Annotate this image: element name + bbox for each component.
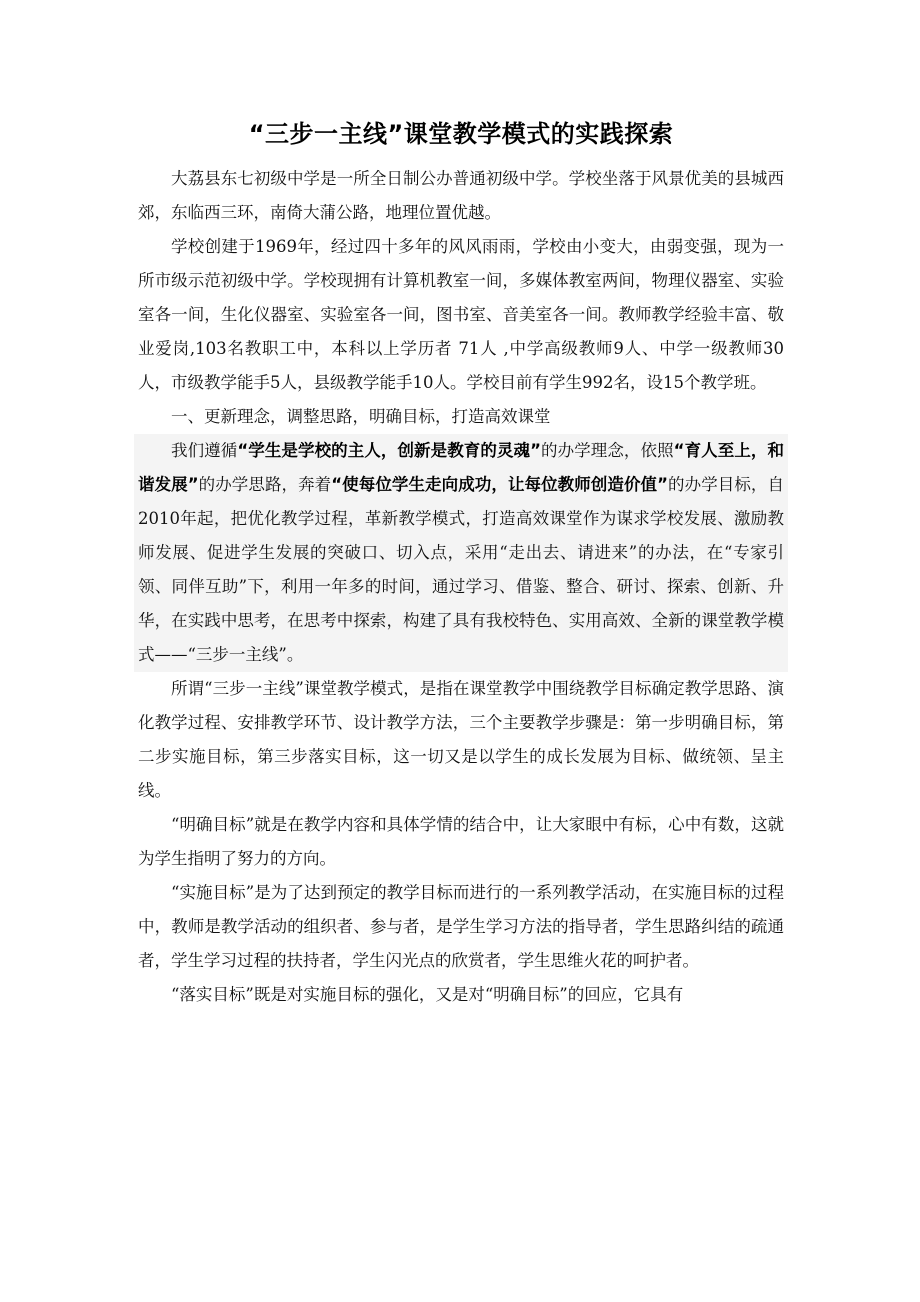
text-run: 的办学思路，奔着	[198, 475, 332, 494]
paragraph-school-history: 学校创建于1969年，经过四十多年的风风雨雨，学校由小变大，由弱变强，现为一所市级示范初级中学。学校现拥有计算机教室一间，多媒体教室两间，物理仪器室、实验室各一间，生化仪器室、实验室各一间，图书室、音美室各一间。教师教学经验丰富、敬业爱岗,103名教职工中，本科以上学历者 71人 ,中学高级教师9人、中学一级教师30人，市级教学能手5人，县级教学能手10人。学校目前有学生992名，设15个教学班。	[138, 237, 784, 392]
bold-run-school-goal: “使每位学生走向成功，让每位教师创造价值”	[331, 475, 668, 494]
bold-run-school-approach: “育人至上，和谐发展”	[138, 441, 784, 494]
section-heading-1: 一、更新理念，调整思路，明确目标，打造高效课堂	[171, 407, 551, 426]
text-run: 我们遵循	[171, 441, 238, 460]
text-run: 的办学目标，自2010年起，把优化教学过程，革新教学模式，打造高效课堂作为谋求学校发展、激励教师发展、促进学生发展的突破口、切入点，采用“走出去、请进来”的办法，在“专家引领、同伴互助”下，利用一年多的时间，通过学习、借鉴、整合、研讨、探索、创新、升华，在实践中思考，在思考中探索，构建了具有我校特色、实用高效、全新的课堂教学模式——“三步一主线”。	[138, 475, 784, 664]
paragraph-implement-goal: “实施目标”是为了达到预定的教学目标而进行的一系列教学活动，在实施目标的过程中，教师是教学活动的组织者、参与者，是学生学习方法的指导者，学生思路纠结的疏通者，学生学习过程的扶持者，学生闪光点的欣赏者，学生思维火花的呵护者。	[138, 883, 784, 970]
paragraph-model-definition: 所谓“三步一主线”课堂教学模式，是指在课堂教学中围绕教学目标确定教学思路、演化教学过程、安排教学环节、设计教学方法，三个主要教学步骤是：第一步明确目标，第二步实施目标，第三步落实目标，这一切又是以学生的成长发展为目标、做统领、呈主线。	[138, 679, 784, 800]
paragraph-clarify-goal: “明确目标”就是在教学内容和具体学情的结合中，让大家眼中有标，心中有数，这就为学生指明了努力的方向。	[138, 815, 784, 868]
document-page	[138, 112, 784, 1012]
paragraph-philosophy	[134, 434, 788, 672]
document-title: “三步一主线”课堂教学模式的实践探索	[248, 120, 674, 148]
text-run: 的办学理念，依照	[540, 441, 674, 460]
paragraph-school-intro: 大荔县东七初级中学是一所全日制公办普通初级中学。学校坐落于风景优美的县城西郊，东临西三环，南倚大蒲公路，地理位置优越。	[138, 169, 784, 222]
paragraph-fulfill-goal: “落实目标”既是对实施目标的强化，又是对“明确目标”的回应，它具有	[171, 985, 684, 1004]
bold-run-school-philosophy: “学生是学校的主人，创新是教育的灵魂”	[237, 441, 541, 460]
